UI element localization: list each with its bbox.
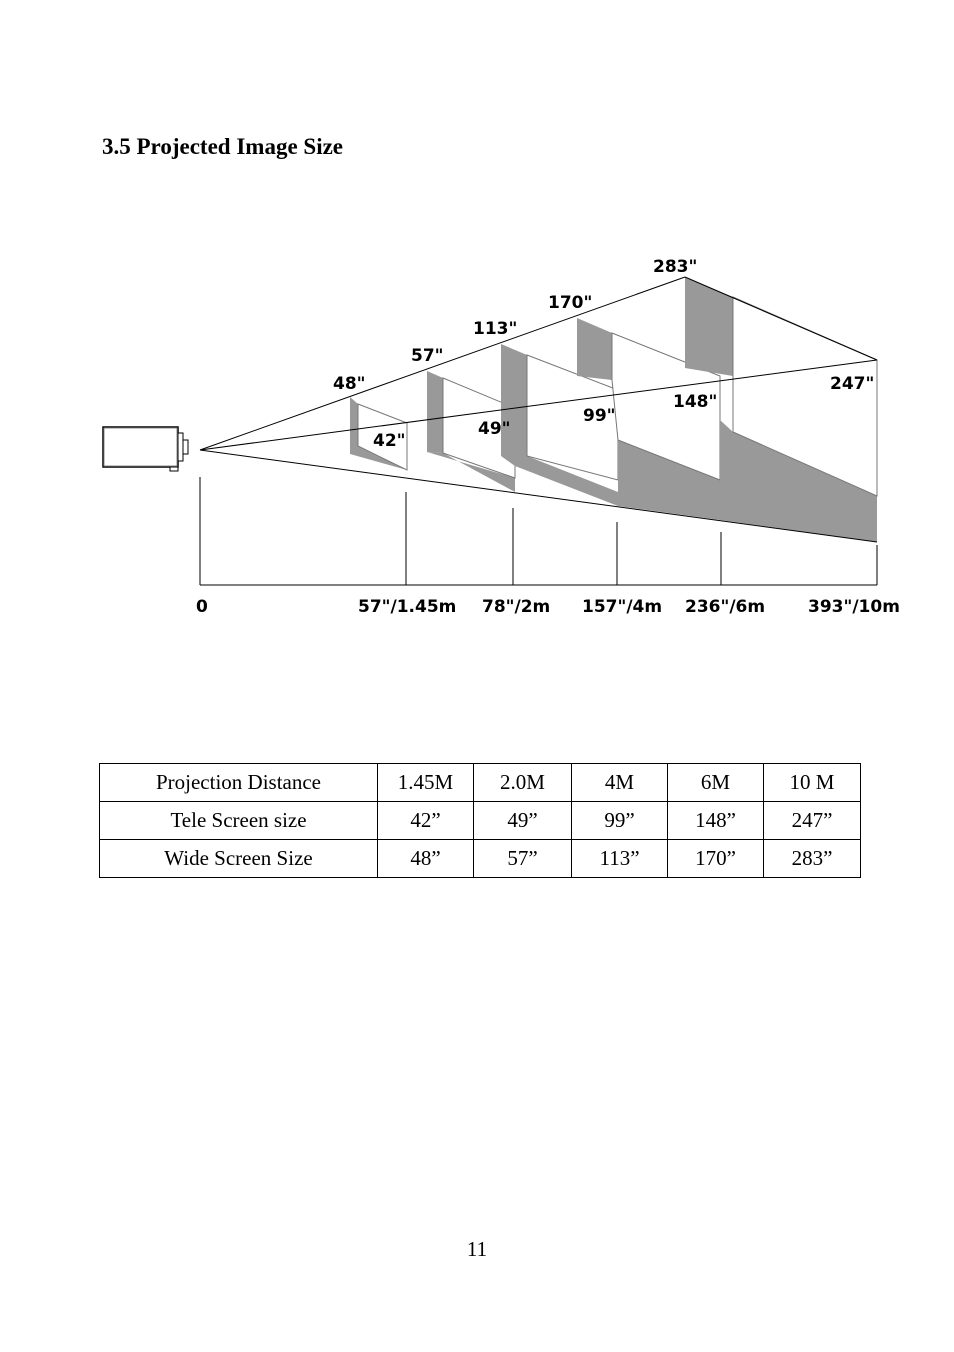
wide-label-1: 48" [333,374,366,394]
table-cell: 57” [474,840,572,878]
wide-label-5: 283" [653,257,698,277]
table-cell: 283” [764,840,861,878]
table-row [100,802,861,840]
tele-label-3: 99" [583,406,616,426]
table-cell: 10 M [764,764,861,802]
distance-label-5: 393"/10m [808,597,900,617]
distance-label-2: 78"/2m [482,597,551,617]
table-cell: 48” [378,840,474,878]
tele-label-2: 49" [478,419,511,439]
wide-label-3: 113" [473,319,518,339]
projection-diagram [0,240,954,630]
projection-size-table [99,763,861,878]
wide-label-4: 170" [548,293,593,313]
row-label: Wide Screen Size [100,840,378,878]
table-cell: 6M [668,764,764,802]
page-number: 11 [466,1237,488,1261]
tele-label-5: 247" [830,374,875,394]
wide-label-2: 57" [411,346,444,366]
row-label: Projection Distance [100,764,378,802]
table-cell: 49” [474,802,572,840]
table-row [100,840,861,878]
tele-label-1: 42" [373,431,406,451]
table-cell: 99” [572,802,668,840]
row-label: Tele Screen size [100,802,378,840]
table-cell: 42” [378,802,474,840]
distance-label-3: 157"/4m [582,597,663,617]
distance-label-1: 57"/1.45m [358,597,457,617]
table-row [100,764,861,802]
table-cell: 4M [572,764,668,802]
tele-label-4: 148" [673,392,718,412]
table-cell: 170” [668,840,764,878]
distance-label-0: 0 [196,597,208,617]
table-cell: 247” [764,802,861,840]
table-cell: 2.0M [474,764,572,802]
projector-icon [103,427,188,471]
table-cell: 113” [572,840,668,878]
distance-label-4: 236"/6m [685,597,766,617]
table-cell: 1.45M [378,764,474,802]
table-cell: 148” [668,802,764,840]
page-title: 3.5 Projected Image Size [102,134,343,159]
